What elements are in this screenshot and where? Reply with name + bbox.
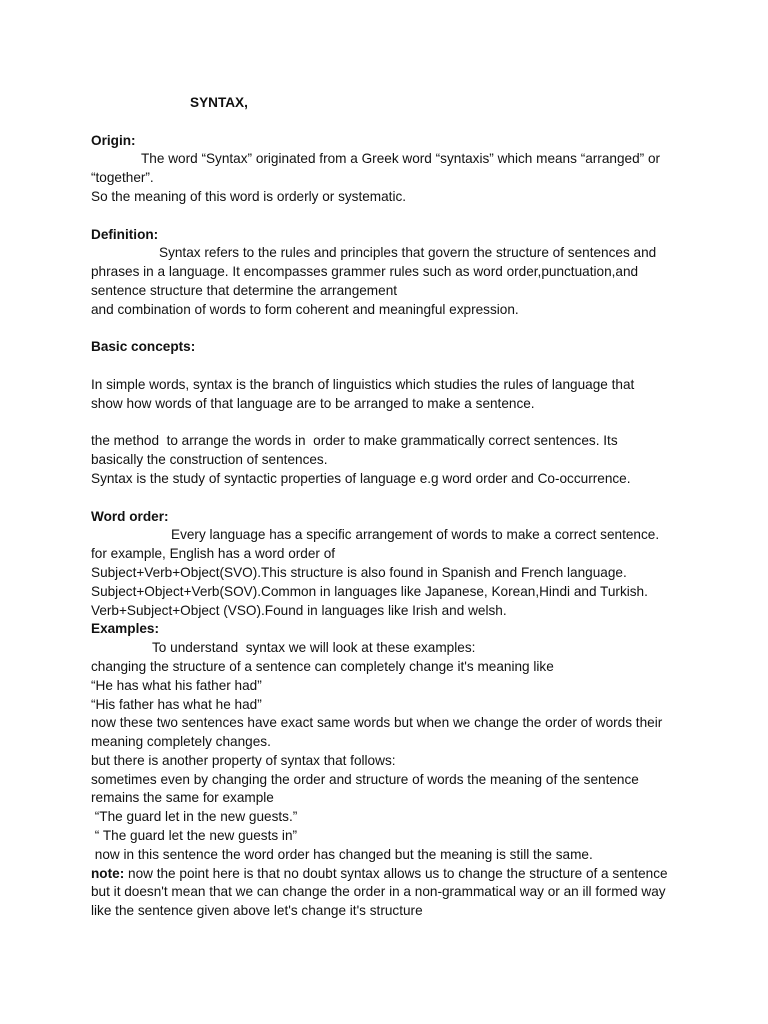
definition-line: sentence structure that determine the arrangement [91, 282, 398, 298]
note-label: note: [91, 865, 125, 881]
basic-concepts-line: In simple words, syntax is the branch of linguistics which studies the rules of language that [91, 376, 635, 392]
examples-line: now these two sentences have exact same words but when we change the order of words their [91, 715, 663, 731]
examples-line: but there is another property of syntax that follows: [91, 752, 396, 768]
examples-line: meaning completely changes. [91, 734, 271, 750]
word-order-line: Verb+Subject+Object (VSO).Found in languages like Irish and welsh. [91, 602, 507, 618]
note-line [91, 865, 691, 884]
definition-line: and combination of words to form coherent and meaningful expression. [91, 301, 519, 317]
examples-heading: Examples: [91, 621, 160, 637]
basic-concepts-line: show how words of that language are to be arranged to make a sentence. [91, 395, 535, 411]
note-text: now the point here is that no doubt syntax allows us to change the structure of a sentence [124, 865, 668, 881]
basic-concepts-line: the method to arrange the words in order to make grammatically correct sentences. Its [91, 433, 618, 449]
word-order-line: Subject+Verb+Object(SVO).This structure is also found in Spanish and French language. [91, 564, 627, 580]
definition-line: Syntax refers to the rules and principles that govern the structure of sentences and [159, 245, 657, 261]
examples-line: To understand syntax we will look at these examples: [152, 640, 476, 656]
word-order-heading: Word order: [91, 508, 169, 524]
origin-heading: Origin: [91, 132, 136, 148]
example-sentence: “His father has what he had” [91, 696, 262, 712]
examples-line: remains the same for example [91, 790, 274, 806]
note-line: like the sentence given above let's change it's structure [91, 903, 423, 919]
example-sentence: “The guard let in the new guests.” [91, 809, 298, 825]
word-order-line: Subject+Object+Verb(SOV).Common in languages like Japanese, Korean,Hindi and Turkish. [91, 583, 648, 599]
spacer [91, 320, 691, 339]
examples-line: changing the structure of a sentence can completely change it's meaning like [91, 658, 554, 674]
definition-heading: Definition: [91, 226, 159, 242]
origin-line: “together”. [91, 170, 154, 186]
spacer [91, 414, 691, 433]
basic-concepts-line: Syntax is the study of syntactic properties of language e.g word order and Co-occurrence. [91, 470, 631, 486]
examples-line: now in this sentence the word order has changed but the meaning is still the same. [91, 846, 593, 862]
word-order-line: for example, English has a word order of [91, 546, 336, 562]
document-title: SYNTAX, [190, 95, 248, 110]
note-line: but it doesn't mean that we can change the order in a non-grammatical way or an ill formed way [91, 884, 666, 900]
spacer [91, 113, 691, 132]
spacer [91, 207, 691, 226]
basic-concepts-line: basically the construction of sentences. [91, 452, 328, 468]
spacer [91, 489, 691, 508]
origin-line: The word “Syntax” originated from a Greek word “syntaxis” which means “arranged” or [141, 151, 661, 167]
definition-line: phrases in a language. It encompasses grammer rules such as word order,punctuation,and [91, 264, 639, 280]
document-page [91, 94, 691, 921]
example-sentence: “ The guard let the new guests in” [91, 828, 298, 844]
example-sentence: “He has what his father had” [91, 677, 262, 693]
basic-concepts-heading: Basic concepts: [91, 339, 196, 355]
origin-line: So the meaning of this word is orderly or systematic. [91, 188, 407, 204]
examples-line: sometimes even by changing the order and structure of words the meaning of the sentence [91, 771, 639, 787]
spacer [91, 357, 691, 376]
word-order-line: Every language has a specific arrangement of words to make a correct sentence. [171, 527, 660, 543]
